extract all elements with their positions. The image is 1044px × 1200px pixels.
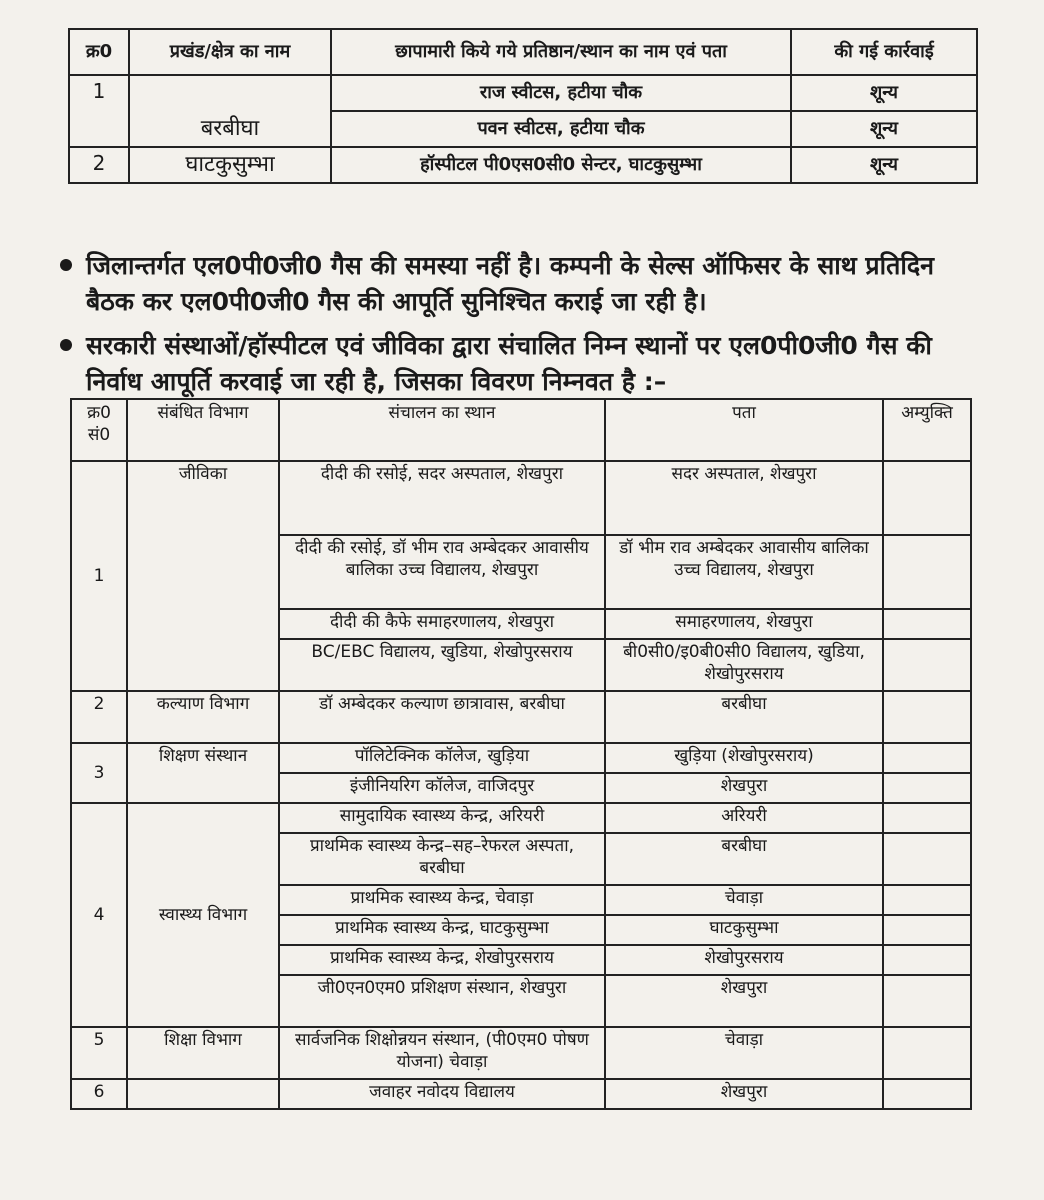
row-place: सार्वजनिक शिक्षोन्नयन संस्थान, (पी0एम0 पोषण योजना) चेवाड़ा	[279, 1027, 605, 1079]
supply-table-body	[71, 461, 971, 1109]
row-address: शेखपुरा	[605, 975, 883, 1027]
row-remark	[883, 803, 971, 833]
row-remark	[883, 885, 971, 915]
row-sno: 2	[69, 147, 129, 183]
bullet-dot-icon	[60, 259, 72, 271]
row-sno: 3	[71, 743, 127, 803]
row-place: दीदी की रसोई, डॉ भीम राव अम्बेदकर आवासीय बालिका उच्च विद्यालय, शेखपुरा	[279, 535, 605, 609]
row-remark	[883, 461, 971, 535]
row-address: घाटकुसुम्भा	[605, 915, 883, 945]
row-place: सामुदायिक स्वास्थ्य केन्द्र, अरियरी	[279, 803, 605, 833]
row-remark	[883, 1079, 971, 1109]
header-remark: अम्युक्ति	[883, 399, 971, 461]
row-address: अरियरी	[605, 803, 883, 833]
bullet-text: सरकारी संस्थाओं/हॉस्पीटल एवं जीविका द्वारा संचालित निम्न स्थानों पर एल0पी0जी0 गैस की निर्वाध आपूर्ति करवाई जा रही है, जिसका विवरण निम्नवत है :–	[86, 331, 932, 396]
row-place: दीदी की रसोई, सदर अस्पताल, शेखपुरा	[279, 461, 605, 535]
row-address: बरबीघा	[605, 691, 883, 743]
row-dept: कल्याण विभाग	[127, 691, 279, 743]
row-area: बरबीघा	[129, 75, 331, 147]
row-remark	[883, 773, 971, 803]
supply-table	[70, 398, 972, 1110]
row-sno: 1	[71, 461, 127, 691]
bullet-point	[60, 248, 990, 320]
row-place: इंजीनियरिग कॉलेज, वाजिदपुर	[279, 773, 605, 803]
row-action: शून्य	[791, 75, 977, 111]
header-area: प्रखंड/क्षेत्र का नाम	[129, 29, 331, 75]
row-remark	[883, 535, 971, 609]
row-remark	[883, 639, 971, 691]
row-sno: 4	[71, 803, 127, 1027]
row-place: प्राथमिक स्वास्थ्य केन्द्र, घाटकुसुम्भा	[279, 915, 605, 945]
row-address: शेखोपुरसराय	[605, 945, 883, 975]
row-action: शून्य	[791, 147, 977, 183]
table-row	[71, 691, 971, 743]
row-place: पॉलिटेक्निक कॉलेज, खुड़िया	[279, 743, 605, 773]
row-action: शून्य	[791, 111, 977, 147]
row-place: जवाहर नवोदय विद्यालय	[279, 1079, 605, 1109]
table-row	[71, 1027, 971, 1079]
table-row	[71, 743, 971, 773]
row-place: प्राथमिक स्वास्थ्य केन्द्र, चेवाड़ा	[279, 885, 605, 915]
table-row	[69, 147, 977, 183]
bullet-text: जिलान्तर्गत एल0पी0जी0 गैस की समस्या नहीं है। कम्पनी के सेल्स ऑफिसर के साथ प्रतिदिन बैठक कर एल0पी0जी0 गैस की आपूर्ति सुनिश्चित कराई जा रही है।	[86, 251, 934, 316]
raid-table	[68, 28, 978, 184]
row-place: डॉ अम्बेदकर कल्याण छात्रावास, बरबीघा	[279, 691, 605, 743]
supply-table-header	[71, 399, 971, 461]
row-remark	[883, 975, 971, 1027]
row-address: समाहरणालय, शेखपुरा	[605, 609, 883, 639]
row-remark	[883, 915, 971, 945]
row-address: बी0सी0/इ0बी0सी0 विद्यालय, खुडिया, शेखोपुरसराय	[605, 639, 883, 691]
row-address: बरबीघा	[605, 833, 883, 885]
row-remark	[883, 1027, 971, 1079]
row-place: राज स्वीटस, हटीया चौक	[331, 75, 791, 111]
header-place: छापामारी किये गये प्रतिष्ठान/स्थान का नाम एवं पता	[331, 29, 791, 75]
header-action: की गई कार्रवाई	[791, 29, 977, 75]
row-sno: 2	[71, 691, 127, 743]
row-remark	[883, 833, 971, 885]
row-place: जी0एन0एम0 प्रशिक्षण संस्थान, शेखपुरा	[279, 975, 605, 1027]
row-address: खुड़िया (शेखोपुरसराय)	[605, 743, 883, 773]
row-dept	[127, 1079, 279, 1109]
row-address: शेखपुरा	[605, 1079, 883, 1109]
row-address: डॉ भीम राव अम्बेदकर आवासीय बालिका उच्च विद्यालय, शेखपुरा	[605, 535, 883, 609]
header-sno: क्र0	[69, 29, 129, 75]
header-address: पता	[605, 399, 883, 461]
row-address: सदर अस्पताल, शेखपुरा	[605, 461, 883, 535]
row-remark	[883, 691, 971, 743]
row-place: दीदी की कैफे समाहरणालय, शेखपुरा	[279, 609, 605, 639]
table-row	[71, 803, 971, 833]
row-address: चेवाड़ा	[605, 1027, 883, 1079]
row-dept: शिक्षण संस्थान	[127, 743, 279, 803]
header-place: संचालन का स्थान	[279, 399, 605, 461]
row-remark	[883, 743, 971, 773]
row-address: चेवाड़ा	[605, 885, 883, 915]
row-sno: 1	[69, 75, 129, 147]
row-sno: 5	[71, 1027, 127, 1079]
row-dept: जीविका	[127, 461, 279, 691]
row-dept: शिक्षा विभाग	[127, 1027, 279, 1079]
row-place: प्राथमिक स्वास्थ्य केन्द्र–सह–रेफरल अस्पता, बरबीघा	[279, 833, 605, 885]
bullet-point	[60, 328, 990, 400]
row-address: शेखपुरा	[605, 773, 883, 803]
row-place: हॉस्पीटल पी0एस0सी0 सेन्टर, घाटकुसुम्भा	[331, 147, 791, 183]
raid-table-header	[69, 29, 977, 75]
row-remark	[883, 945, 971, 975]
row-dept: स्वास्थ्य विभाग	[127, 803, 279, 1027]
header-sno: क्र0 सं0	[71, 399, 127, 461]
row-sno: 6	[71, 1079, 127, 1109]
row-place: प्राथमिक स्वास्थ्य केन्द्र, शेखोपुरसराय	[279, 945, 605, 975]
header-dept: संबंधित विभाग	[127, 399, 279, 461]
bullet-dot-icon	[60, 339, 72, 351]
row-remark	[883, 609, 971, 639]
table-row	[69, 75, 977, 111]
row-area: घाटकुसुम्भा	[129, 147, 331, 183]
row-place: BC/EBC विद्यालय, खुडिया, शेखोपुरसराय	[279, 639, 605, 691]
table-row	[71, 461, 971, 535]
row-place: पवन स्वीटस, हटीया चौक	[331, 111, 791, 147]
table-row	[71, 1079, 971, 1109]
